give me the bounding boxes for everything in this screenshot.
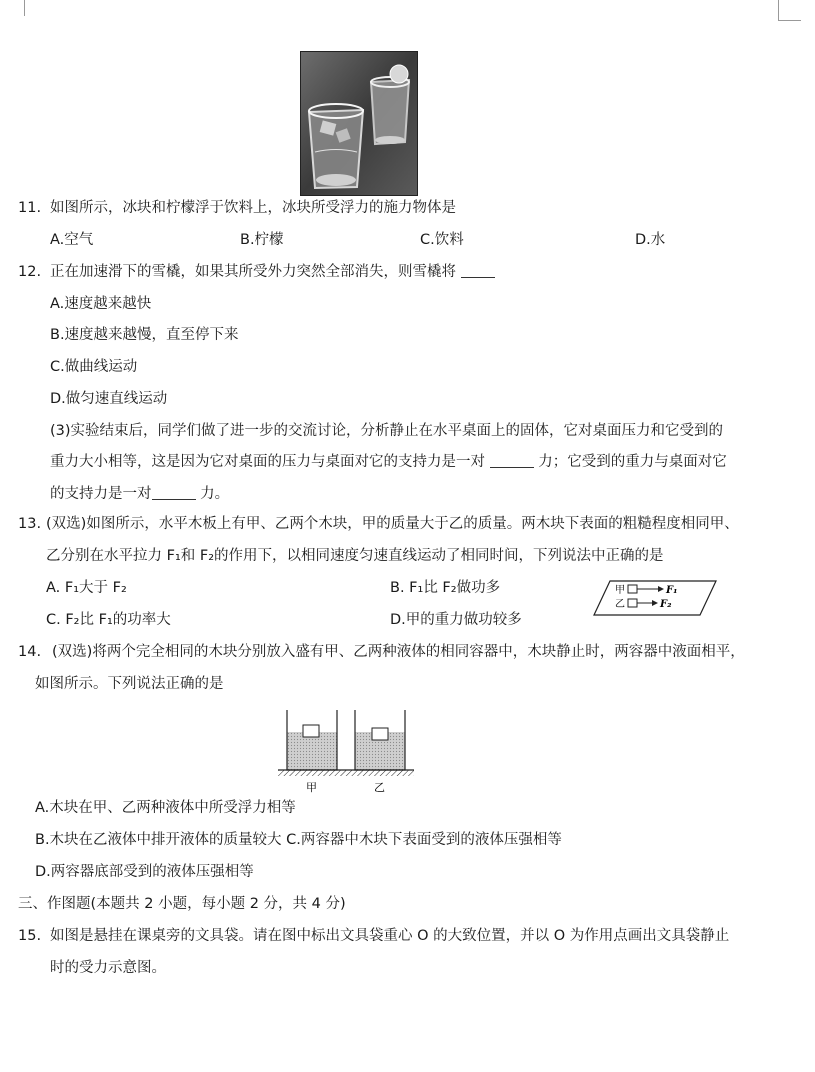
extra-line-2-b: 力；它受到的重力与桌面对它: [538, 454, 727, 470]
extra-line-3-a: 的支持力是一对: [50, 486, 152, 502]
q13-fig-force-a: F₁: [666, 585, 678, 596]
q14-option-d: D.两容器底部受到的液体压强相等: [35, 864, 254, 880]
q14-containers-figure: [278, 708, 418, 794]
q12-stem-line: [50, 262, 495, 282]
q13-option-b: B. F₁比 F₂做功多: [390, 580, 501, 596]
q13-fig-force-b: F₂: [660, 599, 672, 610]
q13-fig-label-b: 乙: [615, 599, 625, 610]
q13-board-figure: [592, 577, 718, 619]
q11-option-c: C.饮料: [420, 232, 464, 248]
extra-blank-2[interactable]: [152, 485, 196, 500]
q14-line-1: (双选)将两个完全相同的木块分别放入盛有甲、乙两种液体的相同容器中，木块静止时，两容器中液面相平，: [52, 644, 745, 660]
q13-option-a: A. F₁大于 F₂: [46, 580, 127, 596]
extra-blank-1[interactable]: [490, 453, 534, 468]
q14-fig-label-b: 乙: [374, 781, 385, 794]
q13-number: 13.: [18, 516, 42, 532]
q15-line-1: 如图是悬挂在课桌旁的文具袋。请在图中标出文具袋重心 O 的大致位置，并以 O 为作用点画出文具袋静止: [50, 928, 730, 944]
q11-option-a: A.空气: [50, 232, 94, 248]
q14-option-bc-line: [35, 830, 562, 850]
q12-number: 12.: [18, 264, 42, 280]
q12-stem: 正在加速滑下的雪橇，如果其所受外力突然全部消失，则雪橇将: [50, 264, 456, 280]
q12-answer-blank[interactable]: [461, 263, 495, 278]
extra-line-1: (3)实验结束后，同学们做了进一步的交流讨论，分析静止在水平桌面上的固体，它对桌面压力和它受到的: [50, 423, 724, 439]
q14-option-a: A.木块在甲、乙两种液体中所受浮力相等: [35, 800, 296, 816]
extra-line-2-a: 重力大小相等，这是因为它对桌面的压力与桌面对它的支持力是一对: [50, 454, 485, 470]
q14-number: 14.: [18, 644, 42, 660]
q15-number: 15.: [18, 928, 42, 944]
q13-line-1: (双选)如图所示，水平木板上有甲、乙两个木块，甲的质量大于乙的质量。两木块下表面的粗糙程度相同甲、: [46, 516, 739, 532]
section-3-title: 三、作图题(本题共 2 小题，每小题 2 分，共 4 分): [18, 896, 346, 912]
q14-line-2: 如图所示。下列说法正确的是: [35, 676, 224, 692]
q12-option-c: C.做曲线运动: [50, 359, 138, 375]
q11-stem: 如图所示，冰块和柠檬浮于饮料上，冰块所受浮力的施力物体是: [50, 200, 456, 216]
extra-line-3: [50, 484, 229, 504]
q11-option-d: D.水: [635, 232, 666, 248]
corner-mark-right: [778, 0, 801, 21]
extra-line-3-b: 力。: [200, 486, 230, 502]
q12-option-b: B.速度越来越慢，直至停下来: [50, 327, 239, 343]
q12-option-a: A.速度越来越快: [50, 296, 152, 312]
q13-line-2: 乙分别在水平拉力 F₁和 F₂的作用下，以相同速度匀速直线运动了相同时间，下列说法中正确的是: [46, 548, 664, 564]
q13-option-d: D.甲的重力做功较多: [390, 612, 522, 628]
q15-line-2: 时的受力示意图。: [50, 960, 166, 976]
q13-fig-label-a: 甲: [615, 585, 625, 596]
q12-option-d: D.做匀速直线运动: [50, 391, 168, 407]
ice-drink-photo: [300, 51, 418, 196]
q14-fig-label-a: 甲: [306, 781, 317, 794]
q13-option-c: C. F₂比 F₁的功率大: [46, 612, 171, 628]
corner-mark-left: [24, 0, 25, 16]
q14-option-b: B.木块在乙液体中排开液体的质量较大: [35, 832, 282, 848]
extra-line-2: [50, 452, 727, 472]
q11-option-b: B.柠檬: [240, 232, 284, 248]
q11-number: 11.: [18, 200, 42, 216]
q14-option-c: C.两容器中木块下表面受到的液体压强相等: [286, 832, 562, 848]
